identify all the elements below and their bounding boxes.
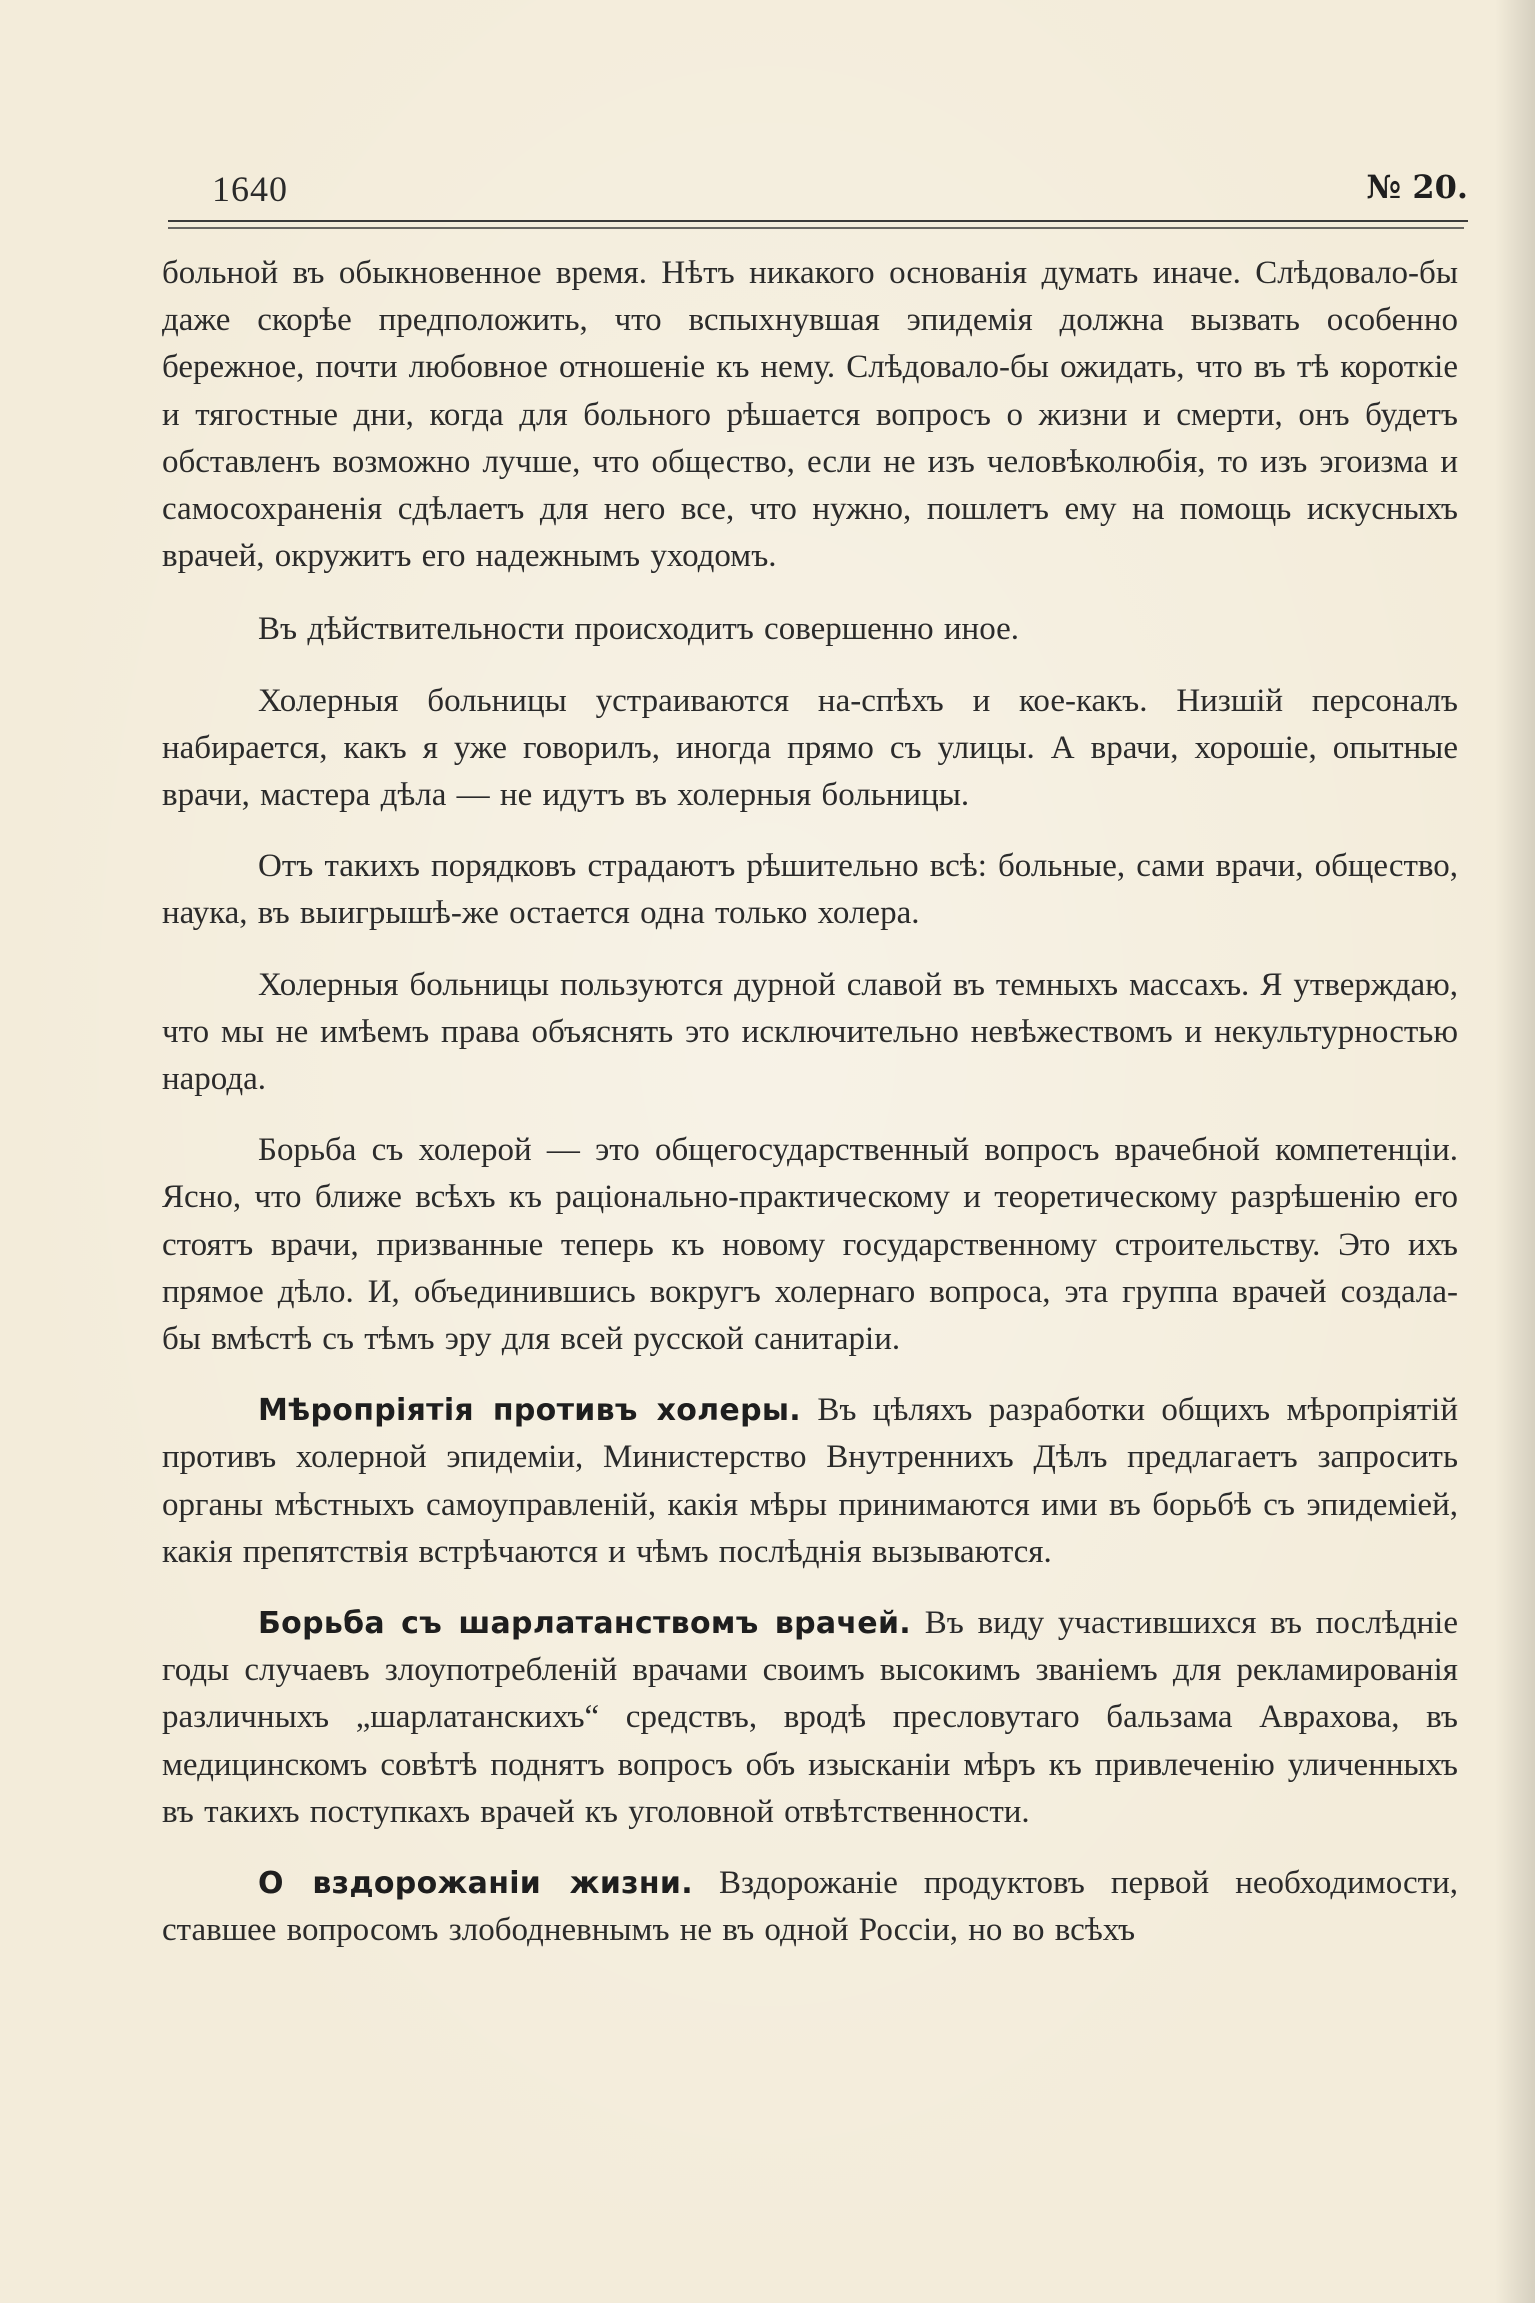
header-wavy-rule: [168, 224, 1468, 232]
article-body: [162, 250, 1458, 1955]
news-item-text: Въ виду участившихся въ послѣдніе годы случаевъ злоупотребленій врачами своимъ высокимъ званіемъ для рекламированія различныхъ „шарлатанскихъ“ средствъ, вродѣ пресловутаго бальзама Аврахова, въ медицинскомъ совѣтѣ поднятъ вопросъ объ изысканіи мѣръ къ привлеченію уличенныхъ въ такихъ поступкахъ врачей къ уголовной отвѣтственности.: [162, 1605, 1458, 1830]
page-number: 1640: [212, 169, 288, 209]
paragraph-5: [162, 962, 1458, 1104]
paragraph-text: Холерныя больницы устраиваются на-спѣхъ и кое-какъ. Низшій персоналъ набирается, какъ я уже говорилъ, иногда прямо съ улицы. А врачи, хорошіе, опытные врачи, мастера дѣла — не идутъ въ холерныя больницы.: [162, 682, 1458, 814]
paragraph-text: Холерныя больницы пользуются дурной славой въ темныхъ массахъ. Я утверждаю, что мы не имѣемъ права объяснять это исключительно невѣжествомъ и некультурностью народа.: [162, 966, 1458, 1098]
paragraph-text: Отъ такихъ порядковъ страдаютъ рѣшительно всѣ: больные, сами врачи, общество, наука, въ выигрышѣ-же остается одна только холера.: [162, 848, 1458, 932]
news-item-heading: Борьба съ шарлатанствомъ врачей.: [258, 1606, 911, 1642]
issue-number: № 20.: [1366, 168, 1468, 206]
paragraph-text: Борьба съ холерой — это общегосударственный вопросъ врачебной компетенціи. Ясно, что ближе всѣхъ къ раціонально-практическому и теоретическому разрѣшенію его стоятъ врачи, призванные теперь къ новому государственному строительству. Это ихъ прямое дѣло. И, объединившись вокругъ холернаго вопроса, эта группа врачей создала-бы вмѣстѣ съ тѣмъ эру для всей русской санитаріи.: [162, 1132, 1458, 1358]
paragraph-1: [162, 250, 1458, 580]
paragraph-2: [162, 606, 1458, 653]
paragraph-text: больной въ обыкновенное время. Нѣтъ никакого основанія думать иначе. Слѣдовало-бы даже скорѣе предположить, что вспыхнувшая эпидемія должна вызвать особенно бережное, почти любовное отношеніе къ нему. Слѣдовало-бы ожидать, что въ тѣ короткіе и тягостные дни, когда для больного рѣшается вопросъ о жизни и смерти, онъ будетъ обставленъ возможно лучше, что общество, если не изъ человѣколюбія, то изъ эгоизма и самосохраненія сдѣлаетъ для него все, что нужно, пошлетъ ему на помощь искусныхъ врачей, окружитъ его надежнымъ уходомъ.: [162, 255, 1458, 575]
header-rule: [168, 220, 1468, 222]
paragraph-3: [162, 678, 1458, 820]
news-item-text: Въ цѣляхъ разработки общихъ мѣропріятій противъ холерной эпидеміи, Министерство Внутреннихъ Дѣлъ предлагаетъ запросить органы мѣстныхъ самоуправленій, какія мѣры принимаются ими въ борьбѣ съ эпидеміей, какія препятствія встрѣчаются и чѣмъ послѣднія вызываются.: [162, 1392, 1458, 1570]
page-edge-shadow: [1495, 0, 1535, 2303]
news-item-text: Вздорожаніе продуктовъ первой необходимости, ставшее вопросомъ злободневнымъ не въ одной Россіи, но во всѣхъ: [162, 1865, 1459, 1949]
paragraph-text: Въ дѣйствительности происходитъ совершенно иное.: [258, 611, 1019, 648]
news-item-charlatanism: [162, 1600, 1458, 1836]
paragraph-4: [162, 843, 1458, 937]
news-item-cost-of-living: [162, 1860, 1458, 1954]
news-item-heading: О вздорожаніи жизни.: [258, 1866, 693, 1902]
news-item-heading: Мѣропріятія противъ холеры.: [258, 1393, 801, 1429]
page-header: [168, 168, 1468, 220]
paragraph-6: [162, 1127, 1458, 1363]
news-item-cholera-measures: [162, 1387, 1458, 1576]
